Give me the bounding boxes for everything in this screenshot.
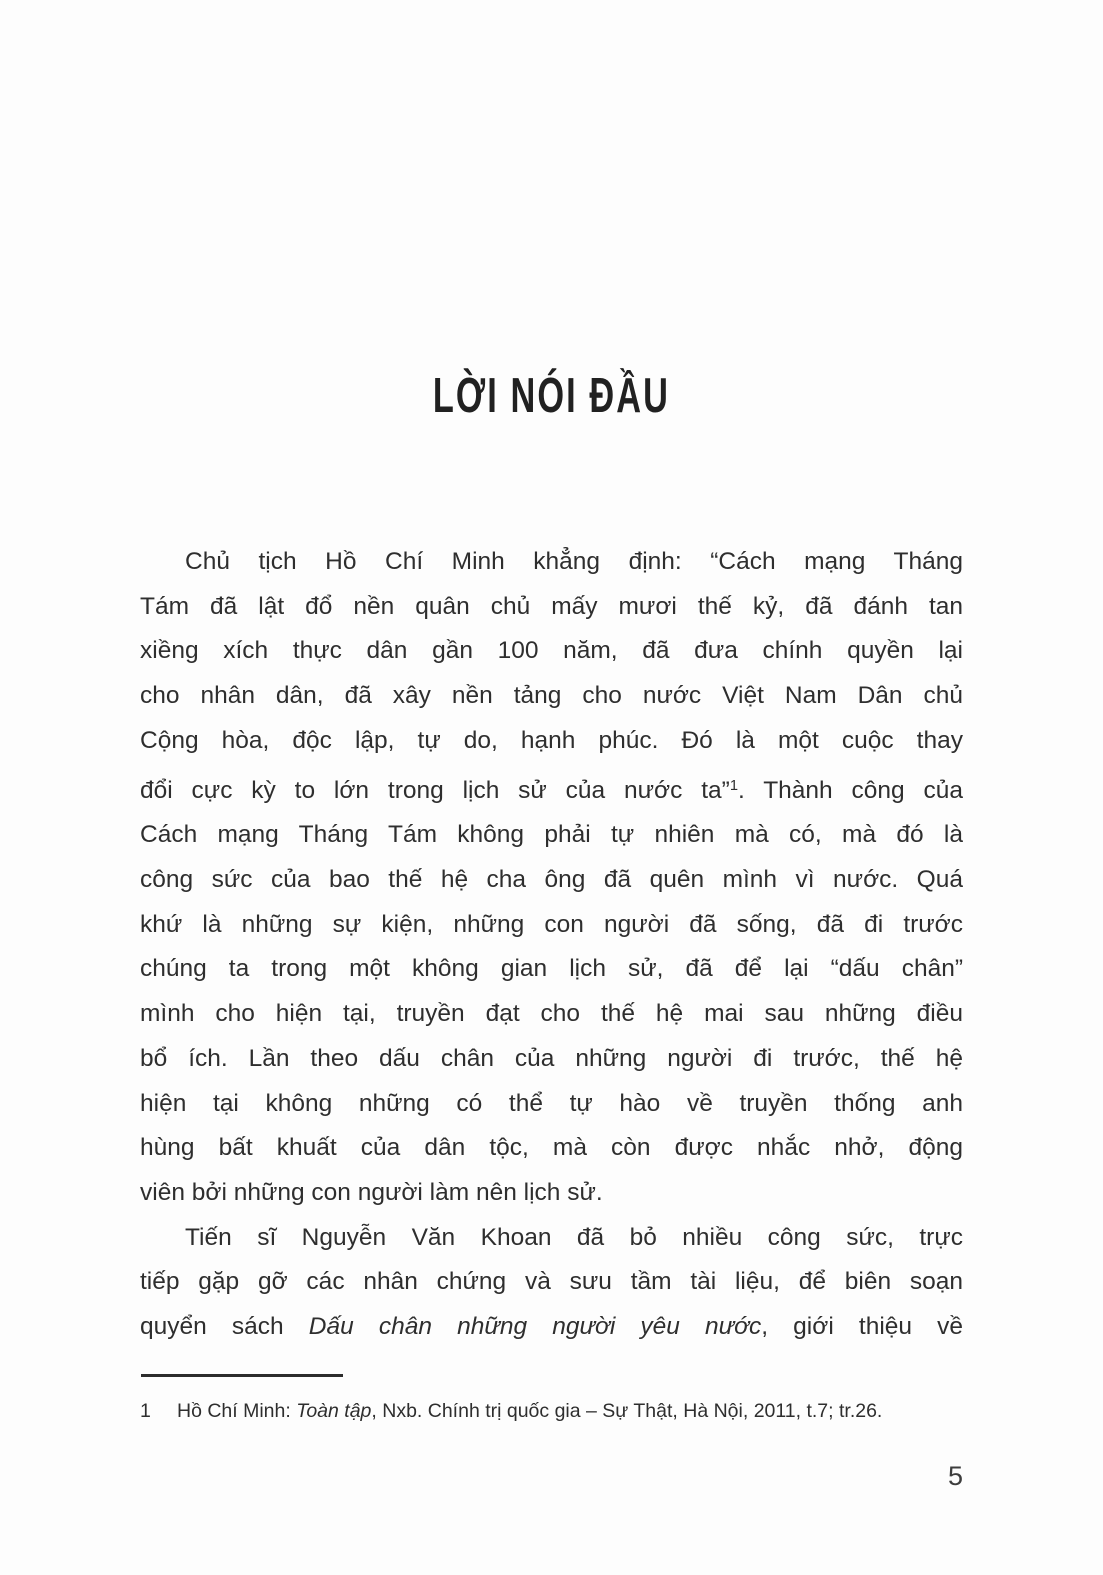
text-segment: đổi cực kỳ to lớn trong lịch sử của nước ta” — [140, 776, 730, 804]
text-segment: quyển sách — [140, 1313, 309, 1341]
text-segment: Cộng hòa, độc lập, tự do, hạnh phúc. Đó là một cuộc thay — [140, 726, 963, 754]
text-segment: cho nhân dân, đã xây nền tảng cho nước Việt Nam Dân chủ — [140, 682, 963, 710]
chapter-title-wrap — [0, 369, 1103, 423]
page-number: 5 — [947, 1461, 963, 1491]
body-line — [140, 585, 963, 630]
text-segment: Cách mạng Tháng Tám không phải tự nhiên mà có, mà đó là — [140, 821, 963, 849]
italic-text: Toàn tập — [296, 1400, 372, 1422]
text-segment: bổ ích. Lần theo dấu chân của những người đi trước, thế hệ — [140, 1044, 963, 1072]
text-segment: , giới thiệu về — [761, 1313, 964, 1341]
text-segment: công sức của bao thế hệ cha ông đã quên mình vì nước. Quá — [140, 866, 963, 893]
body-line — [140, 629, 963, 674]
body-line — [140, 1216, 963, 1261]
body-line — [140, 540, 963, 585]
body-line — [140, 1082, 963, 1127]
italic-text: Dấu chân những người yêu nước — [308, 1313, 762, 1341]
body-line — [140, 813, 963, 858]
footnote — [140, 1398, 975, 1425]
body-line — [140, 903, 963, 948]
text-segment: hùng bất khuất của dân tộc, mà còn được nhắc nhở, động — [140, 1134, 963, 1162]
chapter-title: LỜI NÓI ĐẦU — [432, 369, 671, 423]
text-segment: hiện tại không những có thể tự hào về truyền thống anh — [140, 1089, 963, 1117]
body-line — [140, 1037, 963, 1082]
body-line — [140, 858, 963, 903]
text-segment: xiềng xích thực dân gần 100 năm, đã đưa chính quyền lại — [140, 637, 963, 665]
body-text — [140, 540, 963, 1350]
text-segment: . Thành công của — [737, 776, 963, 804]
footnote-rule — [141, 1374, 343, 1377]
text-segment: Hồ Chí Minh: — [177, 1400, 297, 1422]
body-line — [140, 719, 963, 764]
body-line — [140, 674, 963, 719]
body-line — [140, 1305, 963, 1350]
text-segment: tiếp gặp gỡ các nhân chứng và sưu tầm tài liệu, để biên soạn — [140, 1268, 963, 1296]
text-segment: chúng ta trong một không gian lịch sử, đã để lại “dấu chân” — [140, 955, 963, 983]
footnote-reference: 1 — [729, 777, 738, 794]
text-segment: khứ là những sự kiện, những con người đã sống, đã đi trước — [140, 910, 963, 938]
text-segment: mình cho hiện tại, truyền đạt cho thế hệ mai sau những điều — [140, 1000, 963, 1028]
text-segment: viên bởi những con người làm nên lịch sử. — [140, 1178, 603, 1206]
text-segment: , Nxb. Chính trị quốc gia – Sự Thật, Hà Nội, 2011, t.7; tr.26. — [371, 1400, 883, 1422]
body-line — [140, 992, 963, 1037]
text-segment: Tiến sĩ Nguyễn Văn Khoan đã bỏ nhiều công sức, trực — [185, 1223, 963, 1251]
text-segment: Chủ tịch Hồ Chí Minh khẳng định: “Cách mạng Tháng — [185, 548, 963, 575]
body-line — [140, 947, 963, 992]
body-line — [140, 1260, 963, 1305]
body-line — [140, 1171, 963, 1216]
body-line — [140, 1126, 963, 1171]
body-line — [140, 764, 963, 814]
text-segment: Tám đã lật đổ nền quân chủ mấy mươi thế kỷ, đã đánh tan — [140, 592, 963, 620]
footnote-text — [177, 1398, 975, 1425]
footnote-marker: 1 — [140, 1400, 151, 1422]
